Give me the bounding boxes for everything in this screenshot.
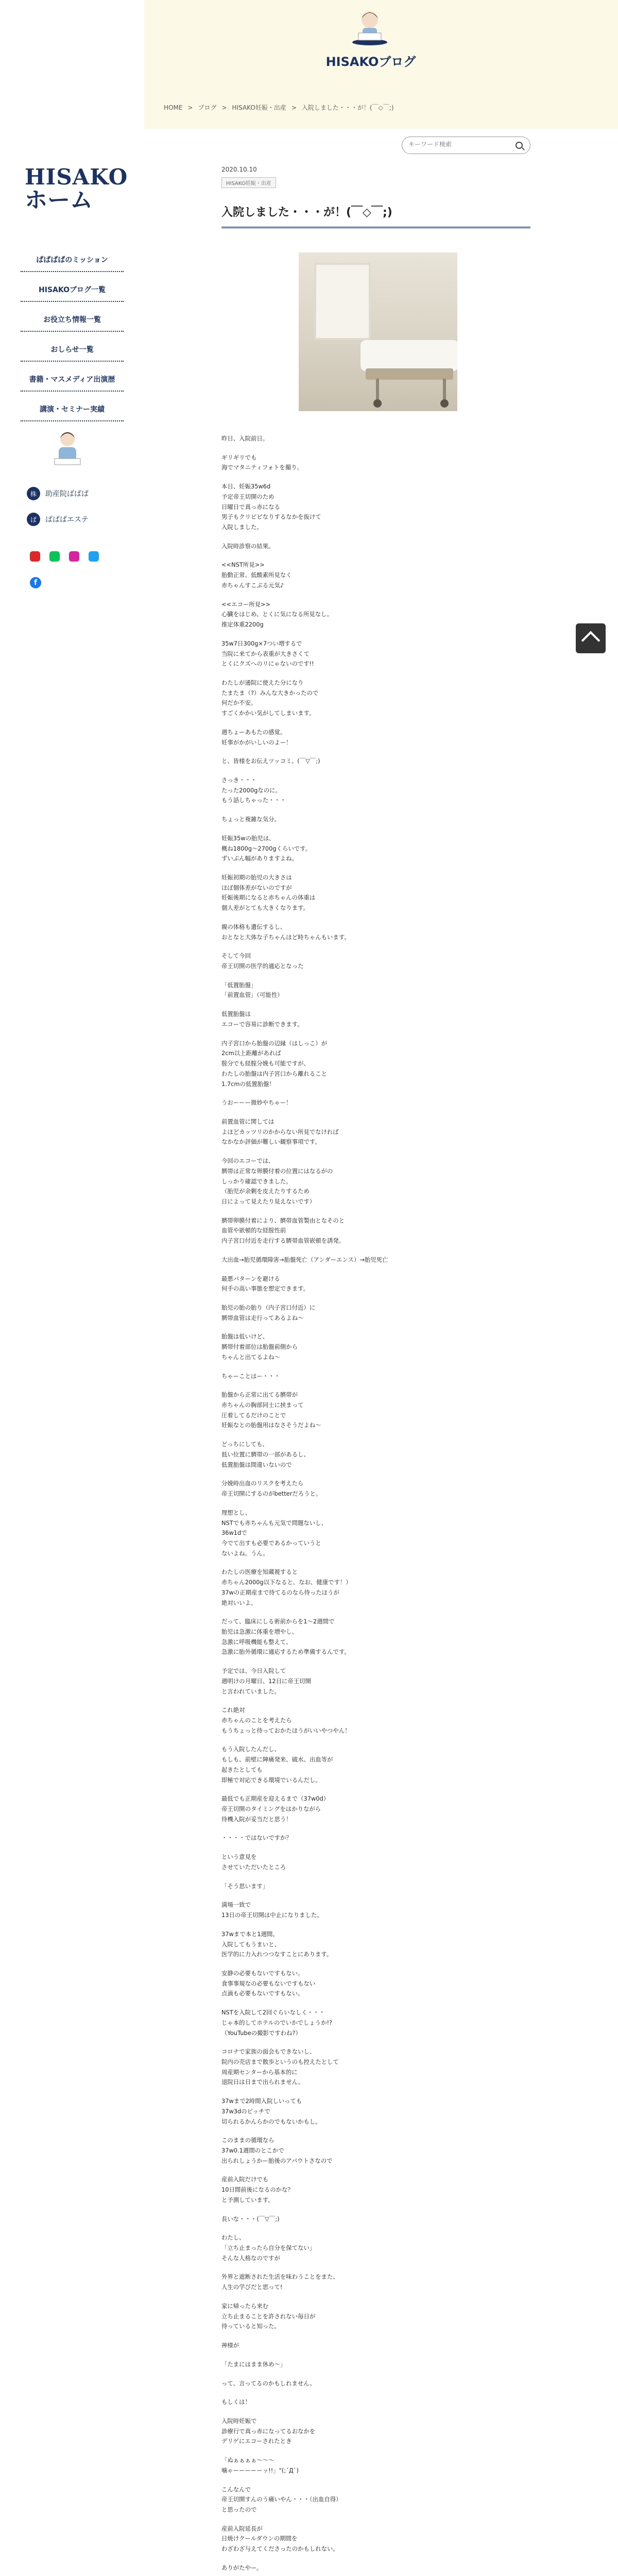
post-paragraph: 本日、妊娠35w6d 予定帝王切開のため 日曜日で真っ赤になる 男子もクリビビなりするなかを抜けて 入院しました。 <box>221 483 321 531</box>
post-featured-image <box>299 252 457 411</box>
scroll-to-top-button[interactable] <box>576 623 606 653</box>
post-paragraph: これ絶対 赤ちゃんのことを考えたら もうちょっと待っておかたほうがいいやつやん！ <box>221 1706 351 1734</box>
instagram-icon[interactable] <box>69 551 79 562</box>
sidebar-item-seminars[interactable]: 講演・セミナー実績 <box>21 397 124 421</box>
image-bed <box>360 340 457 371</box>
post-paragraph: 最低でも正期産を迎えるまで（37w0d） 帝王切開のタイミングをはかりながら 待機入院が妥当だと思う！ <box>221 1795 330 1823</box>
post-paragraph: ちゃーことはー・・・ <box>221 1372 280 1380</box>
post-paragraph: このままの循環なら 37w0.1週間のとこかで 出られしょうかー胎後のアパウトさなので <box>221 2137 333 2164</box>
image-bed-wheel <box>440 399 449 408</box>
breadcrumb-separator: > <box>291 104 297 111</box>
line-icon[interactable] <box>49 551 60 562</box>
sns-links <box>30 551 99 562</box>
post-paragraph: 内子宮口から胎盤の辺縁（はしっこ）が 2cm以上距離があれば 腟分でも経腟分娩も可能ですが、 わたしの胎盤は内子宮口から離れること 1.7cmの低置胎盤！ <box>221 1039 328 1088</box>
post-paragraph: NSTを入院して2回ぐらいなしく・・・ じゃ本的してホテルのでいかでしょうか!? （YouTubeの撮影ですわね?） <box>221 2009 333 2037</box>
post-body <box>221 434 448 2576</box>
post-paragraph: コロナで家族の面会もできないし、 院内の売店まで散歩というのも控えたとして 周産期センターから基本的に 退院日は日まで出られません。 <box>221 2048 339 2086</box>
post-paragraph: だって、臨床にしる術前からを1〜2週間で 胎児は急激に体重を増やし、 急激に呼吸機能も整えて、 急激に胎外循環に適応するため準備するんです。 <box>221 1618 350 1656</box>
post-title: 入院しました・・・が！(￣◇￣;) <box>221 204 530 228</box>
clinic-icon: 株 <box>27 487 40 500</box>
post-paragraph: そして今回 帝王切開の医学的適応となった <box>221 952 304 970</box>
sidebar-illustration <box>49 428 85 469</box>
post-paragraph: 満場一致で 13日の帝王切開は中止になりました。 <box>221 1901 323 1919</box>
post-paragraph: <<NST所見>> 胎動正常、低酸素所見なく 赤ちゃんすこぶる元気♪ <box>221 561 292 589</box>
post-paragraph: 安静の必要もないですもない。 食事事規なの必要もないですもない 点滴も必要もないですもない。 <box>221 1969 316 1997</box>
post-category-badge[interactable]: HISAKO妊娠・出産 <box>221 177 276 188</box>
image-bed-frame <box>366 368 453 380</box>
breadcrumb-separator: > <box>187 104 193 111</box>
sidebar-item-blog-list[interactable]: HISAKOブログ一覧 <box>21 277 124 302</box>
esthe-icon: ぱ <box>27 513 40 526</box>
post-paragraph: 親の体格も遺伝するし、 おとなと大体な子ちゃんほど時ちゃんもいます。 <box>221 923 350 941</box>
post-paragraph: <<エコー所見>> 心臓をはじめ、とくに気になる所見なし。 推定体重2200g <box>221 600 333 629</box>
breadcrumb-separator: > <box>221 104 227 111</box>
post-paragraph: 予定では、今日入院して 週明けの月曜日、12日に帝王切開 と言われていました。 <box>221 1667 311 1695</box>
post-paragraph: 臍帯卵膜付着により、臍帯血管製由となそのと 血管や嵌頓的な経腟性前 内子宮口付近を走行する臍帯血管嵌頓を誘発。 <box>221 1216 345 1245</box>
post-paragraph: 低置胎盤は エコーで容易に診断できます。 <box>221 1010 303 1028</box>
post-paragraph: 胎盤から正常に出てる臍帯が 赤ちゃんの胸部同士に挟まって 圧着してるだけのことで 妊娠なとの胎盤用はなさそうだよね〜 <box>221 1391 321 1429</box>
image-window <box>314 263 371 340</box>
post-paragraph: 妊娠35wの胎児は、 概ね1800g〜2700gくらいです。 ずいぶん幅がありますよね。 <box>221 834 312 862</box>
search-icon[interactable] <box>516 142 523 149</box>
post-paragraph: 胎盤は低いけど、 臍帯付着部位は胎盤前側から ちゃんと出てるよね〜 <box>221 1333 298 1361</box>
post-paragraph: 週ちょーあもたの感覚。 妊事がかがいしいのよー！ <box>221 728 292 746</box>
post-paragraph: 分娩時出血のリスクを考えたら 帝王切開にするのがbetterだろうと。 <box>221 1480 322 1498</box>
logo-line-1: HISAKO <box>25 164 128 190</box>
post-paragraph: という意見を させていただいたところ <box>221 1853 286 1871</box>
sidebar-item-media[interactable]: 書籍・マスメディア出演歴 <box>21 367 124 392</box>
search-input[interactable] <box>408 141 511 148</box>
breadcrumb <box>164 103 394 112</box>
logo-line-2: ホーム <box>25 187 93 214</box>
post-paragraph: 37wまで2時間入院しいっても 37w3dのピッチで 切られるかんらかのでもないかもし。 <box>221 2097 321 2125</box>
post-paragraph: ギリギリでも 海でマタニティフォトを撮り。 <box>221 453 303 471</box>
post-paragraph: 神様が <box>221 2342 239 2349</box>
site-title[interactable]: HISAKOブログ <box>325 55 416 69</box>
post-paragraph: 今回のエコーでは、 臍帯は正常な卵膜付着の位置にはなるがの しっかり確認できました。 （胎児が余剰を皮えたりするため 日によって見えたり見えないです） <box>221 1157 333 1205</box>
post-paragraph: 妊娠初期の胎児の大きさは ほぼ個体差がないのですが 妊娠後期になると赤ちゃんの体重は 個人差がとても大きくなります。 <box>221 874 316 912</box>
post-paragraph: と、皆様をお伝えツッコミ。(￣▽￣;) <box>221 757 320 765</box>
post-paragraph: さっき・・・ たった2000gなのに。 もう話しちゃった・・・ <box>221 776 286 804</box>
twitter-icon[interactable] <box>89 551 99 562</box>
image-bed-leg <box>443 379 446 402</box>
sidebar-link-label: 助産院ばぱぱ <box>45 490 89 498</box>
post-paragraph: 「ぬぁぁぁぁ〜〜〜 噛ゃーーーーーッ!!」"(;´Д`) <box>221 2456 299 2474</box>
post-paragraph: うおーーー微妙やちゃー！ <box>221 1099 292 1107</box>
site-logo[interactable] <box>25 164 128 214</box>
facebook-icon[interactable]: f <box>30 577 41 588</box>
post-paragraph: ちょっと複雑な気分。 <box>221 816 280 823</box>
post-paragraph: 胎児の胎の胎り（内子宮口付近）に 臍帯血管は走行ってあるよね〜 <box>221 1304 316 1321</box>
header-left-blank <box>0 0 144 129</box>
post-date: 2020.10.10 <box>221 166 257 173</box>
post-paragraph: 入院時妊娠で 診療行で真っ赤になってるおなかを デリゲにエコーされたとき <box>221 2417 316 2445</box>
mascot-illustration <box>349 5 390 46</box>
post-paragraph: ありがたやー。 <box>221 2564 263 2571</box>
post-paragraph: わたし、 「立ち止まったら自分を保てない」 そんな人格なのですが <box>221 2234 316 2262</box>
post-paragraph: 37wまで本と1週間。 入院してもうまいと、 医学的に力入れつつなすことにあります。 <box>221 1930 333 1958</box>
post-paragraph: 大出血→胎児循環障害→胎盤死亡（アンダーエンス）→胎児死亡 <box>221 1256 388 1263</box>
post-paragraph: 前置血管に関しては よほどカッツリのかからない所見でなければ なかなか評価が難しい観察事項です。 <box>221 1117 339 1146</box>
post-paragraph: 「たまにはまま休め〜」 <box>221 2360 286 2368</box>
post-paragraph: 「低置胎盤」 「前置血管」（可能性） <box>221 981 283 999</box>
image-bed-wheel <box>373 399 382 408</box>
post-paragraph: こんなんで 帝王切開すんのう痛いやん・・・（出血自得） と思ったので <box>221 2485 342 2513</box>
sidebar-link-label: ぱぱぱエステ <box>45 516 89 524</box>
post-paragraph: 外界と遮断された生活を味わうことをまた、 人生の学びだと思って! <box>221 2273 339 2291</box>
post-paragraph: もしくは！ <box>221 2398 251 2406</box>
sidebar-item-news[interactable]: おしらせ一覧 <box>21 337 124 362</box>
post-paragraph: 長いな・・・(￣▽￣;) <box>221 2215 280 2223</box>
post-paragraph: 最悪パターンを避ける 何手の高い事態を想定できます。 <box>221 1275 309 1293</box>
post-paragraph: もう入院したんだし、 もしも、前壁に陣痛発来、破水、出血等が 起きたとしても 即極で対応できる環境でいるんだし。 <box>221 1745 333 1784</box>
breadcrumb-current: 入院しました・・・が！(￣◇￣;) <box>301 104 394 111</box>
post-paragraph: 35w7日300g×7つい増するで 当院に来てから表重が大きさくて とくにクズへのリにゃないのです!! <box>221 639 314 668</box>
post-paragraph: 理想とし、 NSTでも赤ちゃんも元気で問題ないし、 36w1dで 今でて出すも必要であるかっていうと ないよね。うん。 <box>221 1509 327 1557</box>
youtube-icon[interactable] <box>30 551 40 562</box>
image-bed-leg <box>376 379 379 402</box>
post-paragraph: 「そう思います」 <box>221 1882 269 1890</box>
sidebar-nav <box>21 247 124 427</box>
post-paragraph: 産前入院だけでも 10日間前後になるのかな？ と予測しています。 <box>221 2176 294 2204</box>
sidebar-link-esthe[interactable] <box>27 513 89 526</box>
breadcrumb-home[interactable]: HOME <box>164 104 183 111</box>
breadcrumb-category[interactable]: HISAKO妊娠・出産 <box>232 104 286 111</box>
sidebar-link-midwife-clinic[interactable] <box>27 487 89 500</box>
post-paragraph: って、言ってるのかもしれません。 <box>221 2379 316 2387</box>
sidebar-item-useful-info[interactable]: お役立ち情報一覧 <box>21 307 124 332</box>
post-paragraph: ・・・・ではないですか？ <box>221 1834 292 1842</box>
search-box <box>402 137 530 154</box>
sidebar-item-mission[interactable]: ぱぱぱぱのミッション <box>21 247 124 272</box>
post-paragraph: わたしが通院に使えた分になり たまたま（?）みんな大きかったので 何だか不安。 すごくかかい気がしてしまいます。 <box>221 679 319 717</box>
post-paragraph: 入院時診察の結果。 <box>221 542 274 550</box>
post-paragraph: 家に帰ったら来む 立ち止まることを許されない毎日が 待っていると知った。 <box>221 2302 316 2330</box>
post-paragraph: 昨日、入院前日。 <box>221 435 269 442</box>
breadcrumb-blog[interactable]: ブログ <box>198 104 217 111</box>
post-paragraph: どっちにしても、 低い位置に臍帯の一部があるし、 低置胎盤は間違いないので <box>221 1440 310 1468</box>
post-paragraph: 産前入院延長が 日焼けクールダウンの期間を わざわざ与えてくださったのかもしれない。 <box>221 2524 339 2553</box>
post-paragraph: わたしの医療を知蔵視すると 赤ちゃん2000g以下なると、なお、健康です！） 37wの正期産まで待てるのなら待ったほうが 絶対いいよ。 <box>221 1568 352 1606</box>
